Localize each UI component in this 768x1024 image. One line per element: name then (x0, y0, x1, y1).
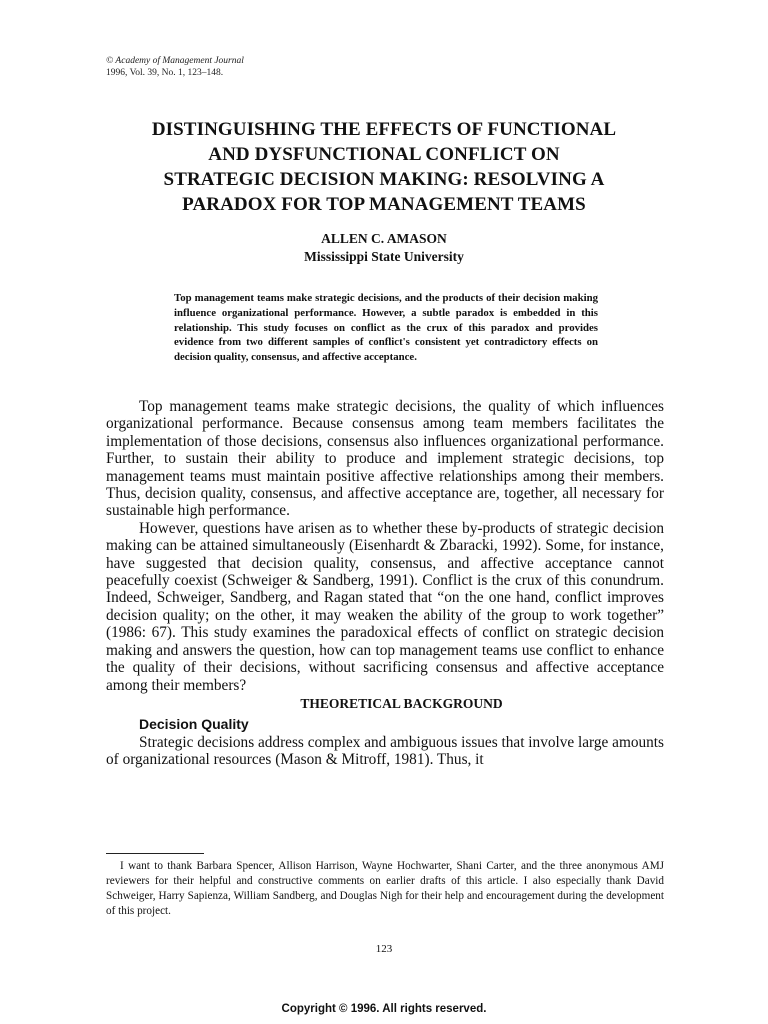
section-heading: THEORETICAL BACKGROUND (300, 695, 503, 711)
title-line: STRATEGIC DECISION MAKING: RESOLVING A (163, 169, 605, 190)
footnote-text: I want to thank Barbara Spencer, Allison Harrison, Wayne Hochwarter, Shani Carter, and the three anonymous AMJ reviewers for their helpful and constructive comments on earlier drafts of this article. I also especially thank David Schweiger, Harry Sapienza, William Sandberg, and Douglas Nigh for their help and encouragement during the development of this project. (106, 860, 664, 917)
paragraph: However, questions have arisen as to whether these by-products of strategic decision making can be attained simultaneously (Eisenhardt & Zbaracki, 1992). Some, for instance, have suggested that decision quality, consensus, and affective acceptance cannot peacefully coexist (Schweiger & Sandberg, 1991). Conflict is the crux of this conundrum. Indeed, Schweiger, Sandberg, and Ragan stated that “on the one hand, conflict improves decision quality; on the other, it may weaken the ability of the group to work together” (1986: 67). This study examines the paradoxical effects of conflict on strategic decision making and answers the question, how can top management teams use conflict to enhance the quality of their decisions, without sacrificing consensus and affective acceptance among their members? (106, 519, 664, 694)
subsection-heading: Decision Quality (139, 715, 249, 732)
body-text (106, 398, 664, 769)
journal-volume: 1996, Vol. 39, No. 1, 123–148. (106, 68, 224, 78)
author-affiliation: Mississippi State University (304, 249, 464, 264)
paragraph: Strategic decisions address complex and ambiguous issues that involve large amounts of organizational resources (Mason & Mitroff, 1981). Thus, it (106, 733, 664, 769)
abstract: Top management teams make strategic decisions, and the products of their decision making influence organizational performance. However, a subtle paradox is embedded in this relationship. This study focuses on conflict as the crux of this paradox and provides evidence from two different samples of conflict's consistent yet contradictory effects on decision quality, consensus, and affective acceptance. (174, 292, 598, 364)
title-line: DISTINGUISHING THE EFFECTS OF FUNCTIONAL (151, 119, 617, 140)
footnote-rule (106, 853, 204, 854)
author-block (100, 230, 668, 266)
journal-citation (106, 55, 244, 79)
article-title (100, 117, 668, 217)
title-line: AND DYSFUNCTIONAL CONFLICT ON (208, 144, 560, 165)
journal-name: © Academy of Management Journal (106, 56, 244, 66)
copyright-notice: Copyright © 1996. All rights reserved. (281, 1003, 487, 1015)
paragraph: Top management teams make strategic decisions, the quality of which influences organizational performance. Because consensus among team members facilitates the implementation of those decisions, consensus also influences organizational performance. Further, to sustain their ability to produce and implement strategic decisions, top management teams must maintain positive affective relationships among their members. Thus, decision quality, consensus, and affective acceptance are, together, all necessary for sustainable high performance. (106, 398, 664, 520)
footnote (106, 859, 664, 919)
author-name: ALLEN C. AMASON (321, 231, 447, 246)
title-line: PARADOX FOR TOP MANAGEMENT TEAMS (182, 194, 586, 215)
page-number: 123 (375, 943, 393, 955)
